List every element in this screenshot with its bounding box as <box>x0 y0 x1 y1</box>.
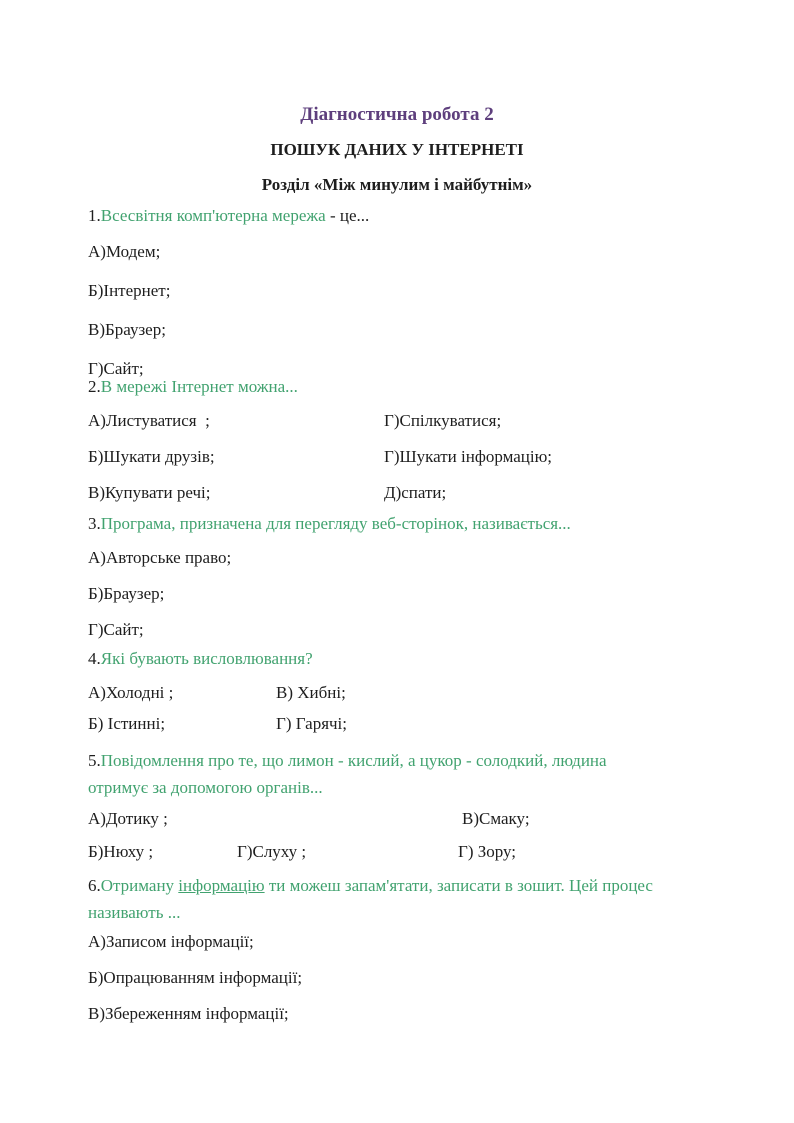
answer-row <box>88 407 754 434</box>
question-text-segment: Повідомлення про те, що лимон - кислий, а цукор - солодкий, людина <box>100 751 607 770</box>
answer-row <box>88 580 754 607</box>
question-text-segment: інформацію <box>178 876 265 895</box>
answer-option: В)Браузер; <box>88 320 166 339</box>
question-number: 2. <box>88 377 101 396</box>
question-text-segment: Програма, призначена для перегляду веб-сторінок, називається... <box>100 514 571 533</box>
answer-row <box>88 616 754 643</box>
answer-row <box>88 928 754 955</box>
answers-group <box>88 544 754 643</box>
answer-option: Б)Інтернет; <box>88 281 171 300</box>
question-prompt <box>88 373 754 400</box>
answer-option: Б) Істинні; <box>88 714 166 733</box>
answer-option: Б)Шукати друзів; <box>88 447 215 466</box>
question-text-segment: отримує за допомогою органів... <box>88 778 323 797</box>
question-text-segment: називають ... <box>88 903 181 922</box>
question-prompt <box>88 872 754 926</box>
answers-group <box>88 679 754 737</box>
answer-row <box>88 805 754 832</box>
answer-option: Г)Слуху ; <box>237 842 307 861</box>
answers-group <box>88 928 754 1027</box>
answer-row <box>88 238 754 265</box>
answer-option: Г)Сайт; <box>88 359 144 378</box>
answer-row <box>88 679 754 706</box>
question-prompt <box>88 747 754 801</box>
answers-group <box>88 407 754 506</box>
answer-option: Г)Спілкуватися; <box>384 411 502 430</box>
answer-row <box>88 316 754 343</box>
doc-title: Діагностична робота 2 <box>300 104 494 125</box>
question-number: 3. <box>88 514 101 533</box>
answers-group <box>88 805 754 865</box>
question-text-segment: В мережі Інтернет можна... <box>100 377 298 396</box>
question-prompt-line <box>88 872 754 899</box>
question-1 <box>88 202 754 394</box>
answers-group <box>88 238 754 382</box>
question-prompt-line <box>88 747 754 774</box>
answer-option: А)Модем; <box>88 242 161 261</box>
doc-section: Розділ «Між минулим і майбутнім» <box>261 175 533 194</box>
answer-row <box>88 964 754 991</box>
question-prompt <box>88 510 754 537</box>
answer-option: Г) Гарячі; <box>276 714 348 733</box>
answer-option: Г)Сайт; <box>88 620 144 639</box>
question-4 <box>88 645 754 741</box>
answer-option: В)Збереженням інформації; <box>88 1004 289 1023</box>
question-2 <box>88 373 754 515</box>
answer-option: А)Холодні ; <box>88 683 174 702</box>
question-text-segment: Отриману <box>100 876 179 895</box>
answer-option: Д)спати; <box>384 483 447 502</box>
question-number: 1. <box>88 206 101 225</box>
question-prompt-line <box>88 774 754 801</box>
answer-row <box>88 710 754 737</box>
answer-option: А)Листуватися ; <box>88 411 210 430</box>
answer-row <box>88 1000 754 1027</box>
answer-option: А)Авторське право; <box>88 548 232 567</box>
question-prompt-line <box>88 899 754 926</box>
question-prompt-line <box>88 510 754 537</box>
question-prompt <box>88 202 754 229</box>
question-prompt <box>88 645 754 672</box>
answer-option: А)Записом інформації; <box>88 932 254 951</box>
question-3 <box>88 510 754 652</box>
answer-option: Б)Опрацюванням інформації; <box>88 968 303 987</box>
answer-option: Б)Нюху ; <box>88 842 154 861</box>
question-prompt-line <box>88 202 754 229</box>
answer-option: Г) Зору; <box>458 842 517 861</box>
question-6 <box>88 872 754 1036</box>
question-text-segment: Які бувають висловлювання? <box>100 649 313 668</box>
answer-option: Г)Шукати інформацію; <box>384 447 553 466</box>
document-header <box>0 0 794 198</box>
answer-row <box>88 838 754 865</box>
answer-row <box>88 479 754 506</box>
answer-option: А)Дотику ; <box>88 809 168 828</box>
question-number: 6. <box>88 876 101 895</box>
question-number: 5. <box>88 751 101 770</box>
question-text-segment: - це... <box>325 206 370 225</box>
answer-option: В) Хибні; <box>276 683 346 702</box>
question-prompt-line <box>88 373 754 400</box>
answer-option: В)Смаку; <box>462 809 530 828</box>
answer-row <box>88 277 754 304</box>
question-prompt-line <box>88 645 754 672</box>
doc-subtitle: ПОШУК ДАНИХ У ІНТЕРНЕТІ <box>270 140 524 159</box>
answer-option: В)Купувати речі; <box>88 483 211 502</box>
question-number: 4. <box>88 649 101 668</box>
answer-row <box>88 544 754 571</box>
answer-row <box>88 443 754 470</box>
answer-option: Б)Браузер; <box>88 584 165 603</box>
question-5 <box>88 747 754 871</box>
question-text-segment: ти можеш запам'ятати, записати в зошит. Цей процес <box>264 876 653 895</box>
question-text-segment: Всесвітня комп'ютерна мережа <box>100 206 326 225</box>
